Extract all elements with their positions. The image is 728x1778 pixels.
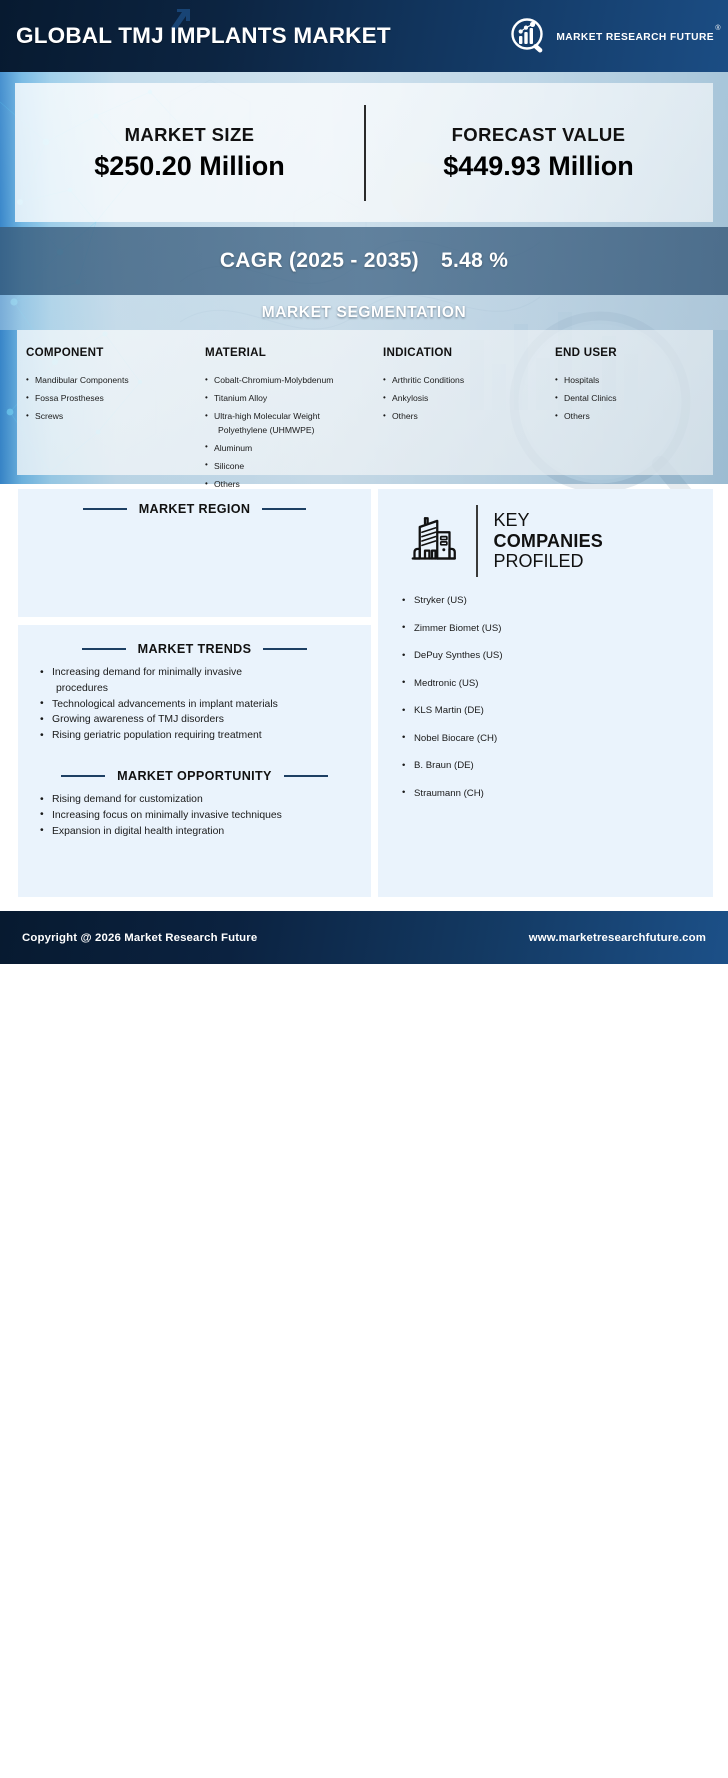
market-trends-list	[18, 656, 371, 743]
list-item-continuation: Polyethylene (UHMWPE)	[218, 424, 315, 435]
list-item: • KLS Martin (DE)	[402, 705, 713, 716]
list-item: • Others	[555, 411, 713, 422]
list-item: • Aluminum	[205, 443, 365, 454]
market-trends-opportunity-panel	[18, 625, 371, 897]
list-item: • Mandibular Components	[26, 375, 191, 386]
key-companies-list	[378, 577, 713, 799]
title-rule-left	[82, 648, 126, 650]
market-opportunity-title: MARKET OPPORTUNITY	[117, 769, 272, 784]
list-item: • Hospitals	[555, 375, 713, 386]
list-item: • Zimmer Biomet (US)	[402, 623, 713, 634]
list-item: • Stryker (US)	[402, 595, 713, 606]
market-segmentation-heading-band	[0, 295, 728, 330]
page-header	[0, 0, 728, 72]
market-region-panel	[18, 489, 371, 617]
footer-url[interactable]: www.marketresearchfuture.com	[528, 931, 706, 944]
list-item-continuation: procedures	[56, 682, 108, 694]
market-size-label: MARKET SIZE	[124, 123, 255, 145]
list-item: • Cobalt-Chromium-Molybdenum	[205, 375, 365, 386]
list-item: • Screws	[26, 411, 191, 422]
page-title: GLOBAL TMJ IMPLANTS MARKET	[16, 23, 391, 48]
list-item: • Dental Clinics	[555, 393, 713, 404]
segmentation-column-component	[17, 346, 191, 475]
list-item: • Titanium Alloy	[205, 393, 365, 404]
list-item: • Ultra-high Molecular Weight	[205, 411, 365, 422]
list-item: • Increasing demand for minimally invasive	[38, 666, 361, 680]
hero-section	[0, 72, 728, 490]
stat-divider	[364, 105, 366, 201]
list-item: • Rising demand for customization	[38, 793, 361, 807]
brand-logo-text	[556, 24, 721, 43]
title-rule-right	[263, 648, 307, 650]
market-size-cell	[15, 124, 364, 182]
brand-logo	[509, 17, 721, 57]
list-item: • DePuy Synthes (US)	[402, 650, 713, 661]
key-companies-word-companies: COMPANIES	[493, 530, 603, 551]
segmentation-column-title: MATERIAL	[205, 346, 267, 359]
list-item: • Increasing focus on minimally invasive techniques	[38, 809, 361, 823]
list-item: • Straumann (CH)	[402, 788, 713, 799]
cagr-value: 5.48 %	[440, 249, 509, 272]
brand-logo-label: MARKET RESEARCH FUTURE	[556, 31, 714, 43]
magnifier-chart-logo-icon	[509, 17, 549, 57]
title-rule-right	[284, 775, 328, 777]
key-companies-panel	[378, 489, 713, 897]
market-region-title: MARKET REGION	[138, 502, 251, 516]
key-companies-header	[378, 489, 713, 577]
key-companies-word-key: KEY	[493, 509, 530, 530]
list-item: • Medtronic (US)	[402, 678, 713, 689]
list-item: • B. Braun (DE)	[402, 760, 713, 771]
title-rule-left	[61, 775, 105, 777]
cagr-band	[0, 227, 728, 295]
segmentation-list-indication	[383, 375, 539, 423]
segmentation-list-material	[205, 375, 365, 490]
segmentation-column-material	[191, 346, 365, 490]
key-companies-wordmark	[494, 510, 603, 573]
market-segmentation-heading: MARKET SEGMENTATION	[261, 303, 467, 321]
key-companies-word-profiled: PROFILED	[493, 551, 584, 572]
list-item: • Rising geriatric population requiring treatment	[38, 729, 361, 743]
watermark-copyright: Copyright @ 2025 Market Research Future	[30, 1766, 266, 1778]
forecast-value-label: FORECAST VALUE	[451, 123, 626, 145]
watermark-url: www.marketresearchfuture.com	[492, 1766, 670, 1778]
title-rule-left	[83, 508, 127, 510]
key-figures-box	[15, 83, 713, 222]
forecast-value-value: $449.93 Million	[443, 150, 634, 181]
segmentation-column-title: INDICATION	[383, 346, 453, 359]
segmentation-list-component	[26, 375, 191, 423]
segmentation-column-end-user	[539, 346, 713, 475]
segmentation-column-title: END USER	[555, 346, 617, 359]
cagr-label: CAGR (2025 - 2035)	[219, 249, 419, 272]
list-item: • Growing awareness of TMJ disorders	[38, 713, 361, 727]
title-rule-right	[262, 508, 306, 510]
list-item: • Fossa Prostheses	[26, 393, 191, 404]
list-item: • Expansion in digital health integration	[38, 825, 361, 839]
segmentation-column-indication	[365, 346, 539, 475]
footer-copyright: Copyright @ 2026 Market Research Future	[22, 931, 258, 944]
office-building-icon	[404, 513, 460, 569]
market-trends-title: MARKET TRENDS	[137, 642, 252, 656]
list-item: • Others	[383, 411, 539, 422]
market-opportunity-list	[18, 783, 371, 838]
list-item: • Arthritic Conditions	[383, 375, 539, 386]
forecast-value-cell	[364, 124, 713, 182]
list-item: • Technological advancements in implant materials	[38, 698, 361, 712]
market-size-value: $250.20 Million	[94, 150, 285, 181]
list-item: • Others	[205, 479, 365, 490]
page-footer	[0, 911, 728, 964]
segmentation-list-end-user	[555, 375, 713, 423]
market-segmentation-box	[17, 330, 713, 490]
registered-mark-icon: ®	[715, 24, 721, 32]
header-divider	[476, 505, 478, 577]
list-item: • Nobel Biocare (CH)	[402, 733, 713, 744]
segmentation-column-title: COMPONENT	[26, 346, 104, 359]
list-item: • Silicone	[205, 461, 365, 472]
list-item: • Ankylosis	[383, 393, 539, 404]
